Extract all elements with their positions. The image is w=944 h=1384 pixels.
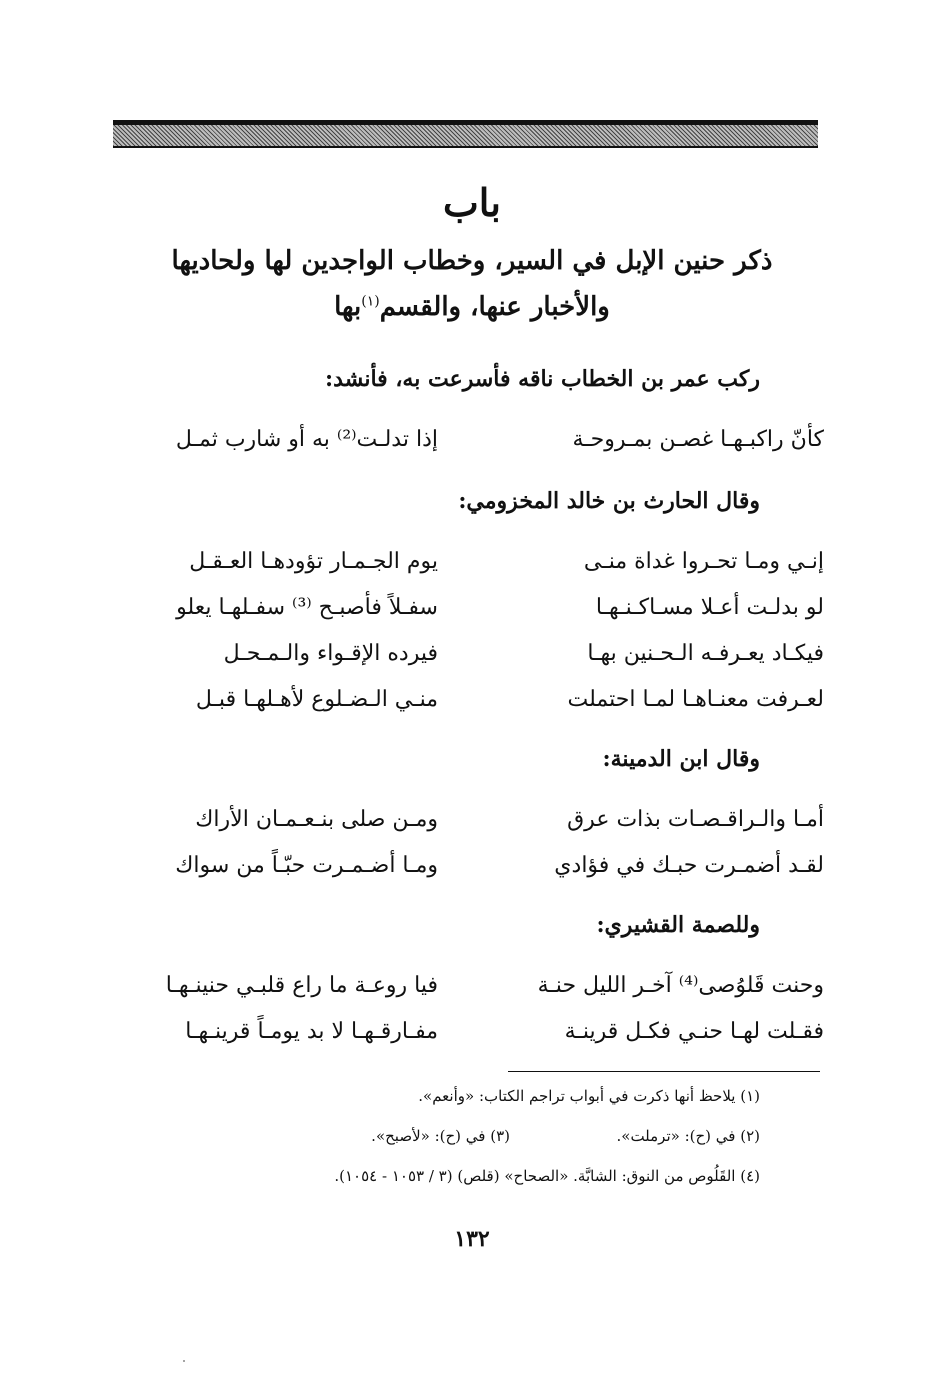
verse-first-hemistich: لعـرفت معنـاهـا لمـا احتملت xyxy=(567,687,824,712)
header-ornament-bar xyxy=(113,120,818,148)
verse-second-hemistich: فيرده الإقـواء والـمـحـل xyxy=(223,641,438,666)
footnote-2: (٢) في (ح): «ترملت». xyxy=(616,1127,760,1145)
footnote-separator xyxy=(508,1071,820,1072)
verse-line xyxy=(108,966,824,1006)
verse-line xyxy=(108,542,824,582)
chapter-subtitle xyxy=(0,238,944,330)
verse-line xyxy=(108,634,824,674)
section-intro: وقال ابن الدمينة: xyxy=(602,746,760,772)
verse-second-hemistich: إذا تدلـت⁽²⁾ به أو شارب ثمـل xyxy=(175,427,438,452)
verse-first-hemistich: لقـد أضمـرت حبـك في فؤادي xyxy=(554,853,824,878)
verse-first-hemistich: فيكـاد يعـرفـه الـحـنين بهـا xyxy=(587,641,824,666)
page-number: ١٣٢ xyxy=(454,1226,490,1252)
verse-line xyxy=(108,588,824,628)
verse-line xyxy=(108,1012,824,1052)
verse-second-hemistich: سفـلاً فأصبـح ⁽³⁾ سفـلهـا يعلو xyxy=(176,595,438,620)
verse-second-hemistich: فيا روعـة ما راع قلبـي حنينـهـا xyxy=(165,973,438,998)
verse-line xyxy=(108,680,824,720)
section-intro: وقال الحارث بن خالد المخزومي: xyxy=(458,488,760,514)
verse-line xyxy=(108,800,824,840)
footnote-row-2-3 xyxy=(200,1124,760,1148)
verse-first-hemistich: لو بدلـت أعـلا مسـاكـنـهـا xyxy=(595,595,824,620)
subtitle-line-2-text: والأخبار عنها، والقسم xyxy=(379,292,610,322)
verse-first-hemistich: وحنت قَلوُصى⁽⁴⁾ آخـر الليل حنـة xyxy=(537,973,824,998)
verse-first-hemistich: فقـلت لهـا حنـي فكـل قرينـة xyxy=(564,1019,824,1044)
verse-second-hemistich: يوم الجـمـار تؤودهـا العـقـل xyxy=(189,549,438,574)
subtitle-line-2-end: بها xyxy=(334,292,362,322)
verse-line xyxy=(108,846,824,886)
section-intro: وللصمة القشيري: xyxy=(596,912,760,938)
footnote-3: (٣) في (ح): «لأصبح». xyxy=(371,1127,510,1145)
verse-second-hemistich: منـي الـضـلوع لأهـلهـا قبـل xyxy=(195,687,438,712)
footnote-ref-1: (١) xyxy=(361,293,380,310)
verse-second-hemistich: مفـارقـهـا لا بد يومـاً قرينـهـا xyxy=(185,1019,438,1044)
verse-first-hemistich: أمـا والـراقـصـات بذات عرق xyxy=(567,807,824,832)
verse-line xyxy=(108,420,824,460)
verse-second-hemistich: ومـن صلى بنـعـمـان الأراك xyxy=(195,807,438,832)
chapter-title: باب xyxy=(443,180,501,225)
subtitle-line-1: ذكر حنين الإبل في السير، وخطاب الواجدين لها ولحاديها xyxy=(171,246,773,276)
verse-first-hemistich: إنـي ومـا تحـروا غداة منـى xyxy=(583,549,824,574)
footnote-1: (١) يلاحظ أنها ذكرت في أبواب تراجم الكتاب: «وأنعم». xyxy=(418,1087,760,1105)
verse-second-hemistich: ومـا أضـمـرت حبّـاً من سواك xyxy=(175,853,438,878)
scan-speck xyxy=(183,1360,185,1362)
footnote-4: (٤) القَلُوص من النوق: الشابَّة. «الصحاح» (قلص) (٣ / ١٠٥٣ - ١٠٥٤). xyxy=(334,1167,760,1185)
section-intro: ركب عمر بن الخطاب ناقه فأسرعت به، فأنشد: xyxy=(325,366,760,392)
subtitle-line-2 xyxy=(0,284,944,330)
verse-first-hemistich: كأنّ راكبـهـا غصـن بمـروحـة xyxy=(572,427,824,452)
